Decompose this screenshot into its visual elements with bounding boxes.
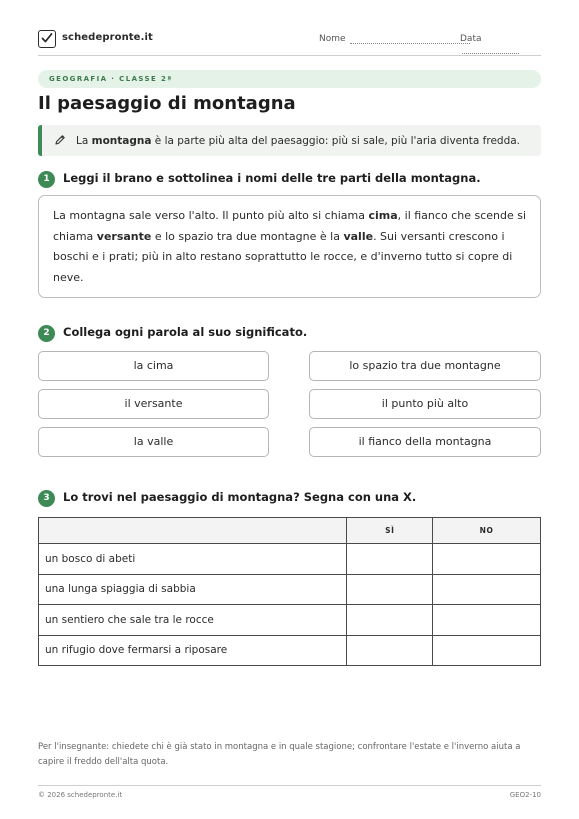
exercise-1-heading [38, 171, 481, 188]
tip-box [38, 125, 541, 156]
footer-copyright: © 2026 schedepronte.it [38, 791, 123, 799]
footer-code: GEO2-10 [509, 791, 541, 799]
table-header-row [39, 518, 541, 544]
yes-checkbox-cell[interactable] [347, 605, 433, 636]
passage-term-versante: versante [96, 229, 152, 243]
exercise-3-prompt: Lo trovi nel paesaggio di montagna? Segna con una X. [63, 490, 417, 504]
no-checkbox-cell[interactable] [433, 605, 541, 636]
subject-badge: GEOGRAFIA · CLASSE 2ª [38, 70, 541, 88]
table-header-yes: SÌ [347, 518, 433, 544]
date-label: Data [460, 34, 482, 44]
passage-text: La montagna sale verso l'alto. Il punto più alto si chiama [53, 209, 369, 222]
match-word-2[interactable]: il versante [38, 389, 269, 419]
exercise-2-prompt: Collega ogni parola al suo significato. [63, 325, 308, 339]
match-word-1[interactable]: la cima [38, 351, 269, 381]
page-header [38, 30, 541, 56]
name-label: Nome [319, 34, 346, 44]
exercise-2-number: 2 [38, 325, 55, 342]
page-title: Il paesaggio di montagna [38, 93, 296, 114]
brand-name: schedepronte.it [62, 32, 153, 43]
match-meaning-3[interactable]: il fianco della montagna [309, 427, 541, 457]
page-footer [38, 785, 541, 799]
date-line[interactable] [462, 45, 519, 54]
yes-no-table [38, 517, 541, 666]
exercise-1-prompt: Leggi il brano e sottolinea i nomi delle tre parti della montagna. [63, 171, 481, 185]
passage-text: , il fianco che scende si chiama [53, 209, 527, 243]
name-line[interactable] [350, 35, 470, 44]
exercise-1-number: 1 [38, 171, 55, 188]
table-row-label: un sentiero che sale tra le rocce [39, 605, 347, 636]
exercise-3-number: 3 [38, 490, 55, 507]
no-checkbox-cell[interactable] [433, 544, 541, 575]
yes-checkbox-cell[interactable] [347, 544, 433, 575]
table-row [39, 605, 541, 636]
table-row [39, 544, 541, 575]
exercise-3-heading [38, 490, 416, 507]
name-field[interactable] [319, 34, 470, 44]
match-meaning-1[interactable]: lo spazio tra due montagne [309, 351, 541, 381]
table-row-label: una lunga spiaggia di sabbia [39, 574, 347, 605]
table-header-empty [39, 518, 347, 544]
table-row [39, 574, 541, 605]
passage-term-valle: valle [343, 229, 374, 243]
passage-term-cima: cima [368, 209, 398, 222]
date-field[interactable] [460, 34, 541, 54]
reading-passage[interactable] [38, 195, 541, 298]
exercise-2-heading [38, 325, 307, 342]
pencil-icon [54, 134, 70, 149]
no-checkbox-cell[interactable] [433, 574, 541, 605]
tip-text-bold: montagna [91, 135, 152, 147]
table-header-no: NO [433, 518, 541, 544]
teacher-note: Per l'insegnante: chiedete chi è già stato in montagna e in quale stagione; confrontare l'estate e l'inverno aiuta a capire il freddo dell'alta quota. [38, 742, 521, 767]
yes-checkbox-cell[interactable] [347, 574, 433, 605]
passage-text: e lo spazio tra due montagne è la [151, 229, 344, 243]
table-row-label: un rifugio dove fermarsi a riposare [39, 635, 347, 666]
match-meaning-2[interactable]: il punto più alto [309, 389, 541, 419]
passage-text: . Sui versanti crescono i boschi e i prati; più in alto restano soprattutto le rocce, e d'inverno tutto si copre di neve. [53, 229, 513, 284]
yes-checkbox-cell[interactable] [347, 635, 433, 666]
match-word-3[interactable]: la valle [38, 427, 269, 457]
no-checkbox-cell[interactable] [433, 635, 541, 666]
tip-text-pre: La [76, 135, 92, 147]
tip-text-post: è la parte più alta del paesaggio: più si sale, più l'aria diventa fredda. [151, 135, 521, 147]
checkmark-logo-icon [38, 30, 56, 48]
worksheet-page [38, 0, 541, 819]
table-row [39, 635, 541, 666]
table-row-label: un bosco di abeti [39, 544, 347, 575]
